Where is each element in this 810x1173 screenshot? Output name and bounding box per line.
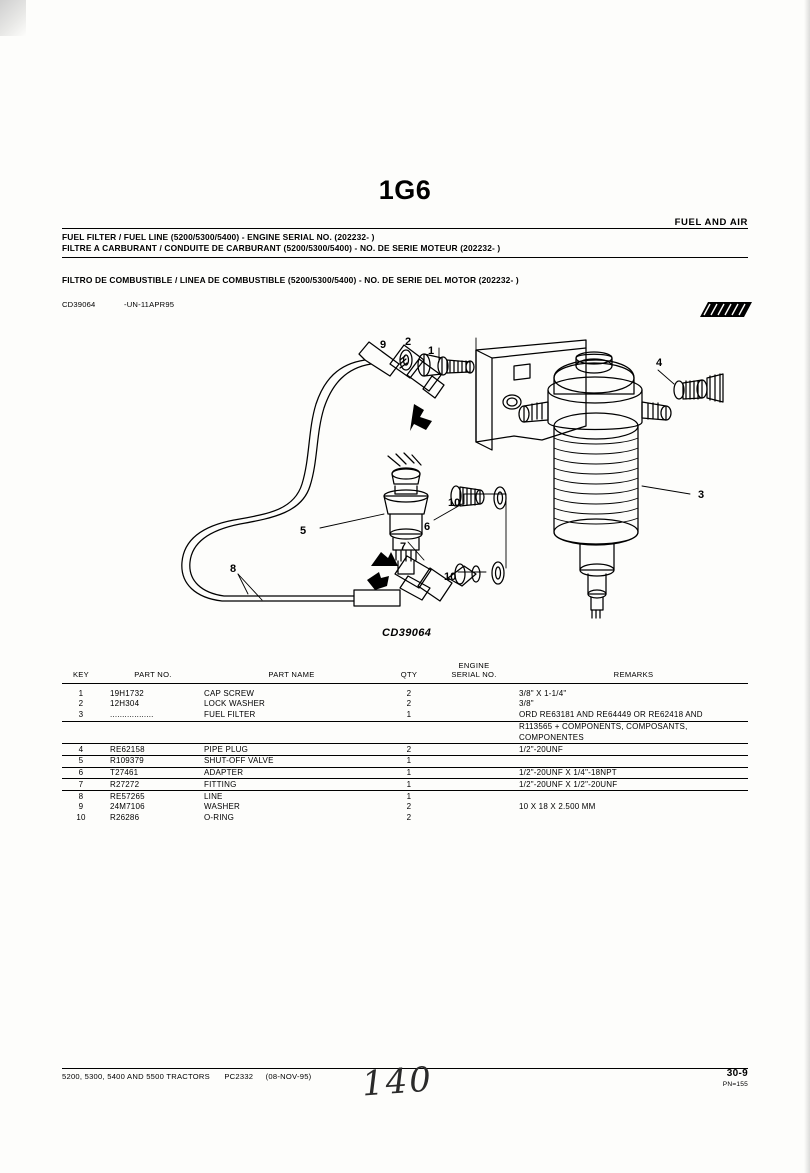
col-header-part-no: PART NO. [100,662,196,684]
cell-remarks: 10 X 18 X 2.500 MM [519,802,596,812]
cell-serial [439,755,509,767]
col-header-engine-serial-line2: SERIAL NO. [451,669,497,679]
callout-5: 5 [300,525,307,537]
cell-key [62,721,100,732]
cell-key: 9 [78,802,84,812]
footer-left [62,1072,311,1081]
table-row [62,813,748,824]
cell-remarks [509,755,748,767]
footer-date: (08-NOV-95) [265,1072,312,1081]
table-row-continuation [62,732,748,743]
cell-qty [379,732,439,743]
cell-part-no: R27272 [100,779,196,791]
callout-2: 2 [405,336,412,348]
cell-part-name: ADAPTER [196,767,379,779]
cell-part-name: WASHER [204,802,241,812]
cell-key: 1 [78,688,84,698]
cell-qty: 2 [406,813,412,823]
cell-remarks: COMPONENTES [509,732,748,743]
cell-serial [439,802,509,813]
footer-models: 5200, 5300, 5400 AND 5500 TRACTORS [62,1072,210,1081]
callout-9: 9 [380,339,387,351]
cell-part-no [100,732,196,743]
cell-part-no [100,721,196,732]
cell-qty: 1 [379,755,439,767]
cell-part-name: LOCK WASHER [204,699,266,709]
cell-part-name: FUEL FILTER [196,710,379,721]
scan-corner-shadow [0,0,26,36]
drawing-date: -UN-11APR95 [124,300,175,309]
cell-remarks: 1/2"-20UNF [509,744,748,756]
cell-qty: 1 [379,779,439,791]
parts-table-container [62,662,748,824]
col-header-qty: QTY [379,662,439,684]
exploded-parts-diagram [62,318,748,658]
footer-pn-number: PN=155 [722,1081,748,1088]
col-header-remarks-text: REMARKS [613,669,654,679]
cell-serial [439,744,509,756]
callout-8: 8 [230,563,237,575]
cell-key: 3 [62,710,100,721]
col-header-part-name: PART NAME [196,662,379,684]
cell-part-no: 12H304 [110,699,140,709]
callout-10-lower: 10 [444,571,457,583]
cell-qty: 2 [406,802,412,812]
cell-serial [439,779,509,791]
cell-part-no: R109379 [100,755,196,767]
section-label: FUEL AND AIR [674,217,748,228]
cell-key: 7 [62,779,100,791]
cell-part-no: 19H1732 [110,688,144,698]
callout-4: 4 [656,357,663,369]
cell-part-name: CAP SCREW [204,688,255,698]
cell-part-no: R26286 [110,813,140,823]
cell-remarks: 3/8" [519,699,534,709]
header-line-english: FUEL FILTER / FUEL LINE (5200/5300/5400) - ENGINE SERIAL NO. (202232- ) [62,232,375,242]
drawing-code: CD39064 [62,300,96,309]
page-title: 1G6 [378,175,432,205]
cell-part-name: O-RING [204,813,235,823]
cell-part-no: .................. [100,710,196,721]
cell-serial [439,710,509,721]
table-row-continuation [62,721,748,732]
callout-3: 3 [698,489,705,501]
cell-part-no: 24M7106 [110,802,145,812]
col-header-engine-serial [439,662,509,684]
callout-10-upper: 10 [448,497,461,509]
cell-part-name: LINE [204,791,223,801]
callout-7: 7 [400,541,407,553]
cell-part-no: RE57265 [110,791,145,801]
cell-part-name: PIPE PLUG [196,744,379,756]
cell-remarks: 1/2"-20UNF X 1/2"-20UNF [509,779,748,791]
cell-key: 10 [76,813,86,823]
cell-qty: 2 [406,699,412,709]
table-row [62,744,748,756]
cell-remarks: 1/2"-20UNF X 1/4"-18NPT [509,767,748,779]
cell-remarks: ORD RE63181 AND RE64449 OR RE62418 AND [509,710,748,721]
cell-part-name: FITTING [196,779,379,791]
cell-remarks [509,813,748,824]
header-rule-top [62,228,748,229]
cell-qty: 1 [379,710,439,721]
table-row [62,699,748,710]
header-line-french: FILTRE A CARBURANT / CONDUITE DE CARBURANT (5200/5300/5400) - NO. DE SERIE MOTEUR (202232- ) [62,243,501,253]
col-header-remarks [509,662,748,684]
cell-serial [439,688,509,699]
header-line-spanish: FILTRO DE COMBUSTIBLE / LINEA DE COMBUSTIBLE (5200/5300/5400) - NO. DE SERIE DEL MOTOR (202232- ) [62,275,519,285]
cell-key: 4 [62,744,100,756]
cell-serial [439,767,509,779]
cell-part-no: RE62158 [100,744,196,756]
col-header-key: KEY [62,662,100,684]
cell-serial [439,699,509,710]
cell-remarks: R113565 + COMPONENTS, COMPOSANTS, [519,721,688,731]
cell-qty: 1 [406,791,412,801]
callout-1: 1 [428,345,435,357]
footer-catalog: PC2332 [224,1072,254,1081]
cell-serial [439,813,509,824]
cell-qty: 1 [379,767,439,779]
parts-table [62,662,748,824]
cell-qty: 2 [379,744,439,756]
cell-key [62,732,100,743]
cell-part-no: T27461 [100,767,196,779]
cell-serial [439,732,509,743]
cell-qty [379,721,439,732]
parts-table-body [62,684,748,824]
figure-caption: CD39064 [382,627,432,639]
cell-key: 2 [78,699,84,709]
header-rule-bottom [62,257,748,258]
table-row [62,755,748,767]
cell-part-name [196,732,379,743]
cell-part-name: SHUT-OFF VALVE [196,755,379,767]
cell-remarks: 3/8" X 1-1/4" [519,688,567,698]
table-row [62,767,748,779]
table-row [62,710,748,721]
callout-6: 6 [424,521,431,533]
handwritten-page-note: 140 [360,1059,435,1105]
cell-serial [439,721,509,732]
table-row [62,779,748,791]
table-row [62,791,748,802]
cell-key: 8 [78,791,84,801]
cell-key: 5 [62,755,100,767]
cell-key: 6 [62,767,100,779]
cell-part-name [196,721,379,732]
col-header-engine-serial-line1: ENGINE [458,661,490,670]
table-row [62,688,748,699]
footer-page-number: 30-9 [726,1068,748,1079]
cell-serial [439,791,509,802]
cell-remarks [509,791,748,802]
cell-qty: 2 [406,688,412,698]
table-row [62,802,748,813]
